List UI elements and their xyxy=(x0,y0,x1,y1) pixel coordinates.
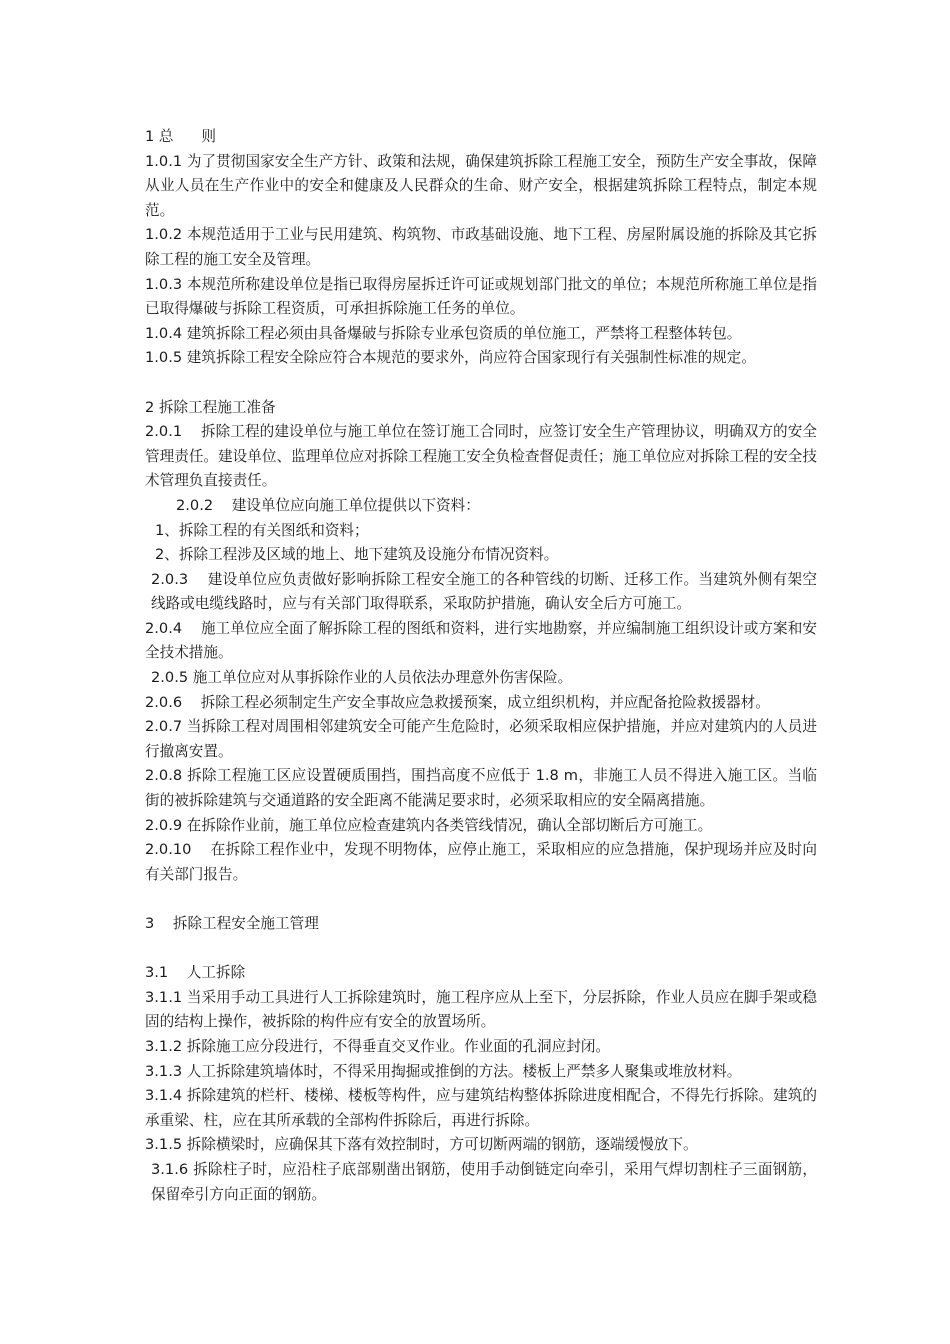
clause-number: 3.1.2 xyxy=(145,1037,183,1055)
clause-text: 当拆除工程对周围相邻建筑安全可能产生危险时，必须采取相应保护措施，并应对建筑内的人员进行撤离安置。 xyxy=(145,718,817,760)
clause-number: 3.1.5 xyxy=(145,1136,183,1154)
clause-text: 拆除横梁时，应确保其下落有效控制时，方可切断两端的钢筋，逐端缓慢放下。 xyxy=(186,1136,698,1154)
paragraph xyxy=(145,1060,817,1085)
paragraph xyxy=(145,1158,817,1207)
clause-text: 施工单位应对从事拆除作业的人员依法办理意外伤害保险。 xyxy=(192,669,573,687)
paragraph xyxy=(145,691,817,716)
paragraph xyxy=(145,150,817,224)
paragraph xyxy=(145,764,817,813)
paragraph xyxy=(145,273,817,322)
clause-text: 建设单位应向施工单位提供以下资料： xyxy=(231,496,480,514)
clause-number: 3.1 xyxy=(145,964,169,982)
paragraph xyxy=(145,568,817,617)
clause-number: 1.0.2 xyxy=(145,226,183,244)
paragraph xyxy=(145,1084,817,1133)
clause-text: 拆除工程施工区应设置硬质围挡，围挡高度不应低于 1.8 m，非施工人员不得进入施工区。当临街的被拆除建筑与交通道路的安全距离不能满足要求时，必须采取相应的安全隔离措施。 xyxy=(145,767,817,810)
paragraph xyxy=(145,1035,817,1060)
clause-text: 建筑拆除工程安全除应符合本规范的要求外，尚应符合国家现行有关强制性标准的规定。 xyxy=(186,349,756,367)
paragraph xyxy=(145,1133,817,1158)
paragraph xyxy=(145,666,817,691)
clause-text: 在拆除工程作业中，发现不明物体，应停止施工，采取相应的应急措施，保护现场并应及时向有关部门报告。 xyxy=(145,841,817,883)
clause-number: 2 xyxy=(145,398,155,416)
clause-number: 2.0.10 xyxy=(145,841,192,859)
paragraph xyxy=(145,617,817,666)
paragraph xyxy=(145,715,817,764)
clause-number: 2.0.9 xyxy=(145,816,183,834)
document-page xyxy=(145,125,817,1207)
clause-number: 1、 xyxy=(155,521,179,539)
paragraph xyxy=(145,961,817,986)
clause-text: 在拆除作业前，施工单位应检查建筑内各类管线情况，确认全部切断后方可施工。 xyxy=(186,816,713,834)
clause-number: 3.1.3 xyxy=(145,1062,183,1080)
blank-line xyxy=(145,937,817,962)
clause-number: 2.0.5 xyxy=(151,669,189,687)
paragraph xyxy=(145,814,817,839)
clause-number: 1 总 xyxy=(145,128,174,145)
clause-number: 2.0.2 xyxy=(176,496,214,514)
paragraph xyxy=(145,986,817,1035)
clause-text: 拆除建筑的栏杆、楼梯、楼板等构件，应与建筑结构整体拆除进度相配合，不得先行拆除。建筑的承重梁、柱，应在其所承载的全部构件拆除后，再进行拆除。 xyxy=(145,1087,817,1129)
paragraph xyxy=(145,912,817,937)
clause-number: 3 xyxy=(145,915,155,932)
clause-text: 拆除工程涉及区域的地上、地下建筑及设施分布情况资料。 xyxy=(178,546,559,564)
paragraph xyxy=(145,494,817,519)
clause-number: 2.0.8 xyxy=(145,767,183,785)
clause-number: 2.0.7 xyxy=(145,718,183,736)
paragraph xyxy=(145,322,817,347)
clause-text: 拆除工程安全施工管理 xyxy=(172,915,319,932)
clause-number: 1.0.1 xyxy=(145,152,183,170)
paragraph xyxy=(145,125,817,150)
clause-number: 3.1.6 xyxy=(151,1160,189,1178)
clause-text: 拆除工程施工准备 xyxy=(158,398,276,416)
paragraph xyxy=(145,420,817,494)
paragraph xyxy=(145,396,817,421)
clause-text: 为了贯彻国家安全生产方针、政策和法规，确保建筑拆除工程施工安全，预防生产安全事故，保障从业人员在生产作业中的安全和健康及人民群众的生命、财产安全，根据建筑拆除工程特点，制定本规范。 xyxy=(145,152,817,219)
paragraph xyxy=(145,519,817,544)
paragraph xyxy=(145,223,817,272)
clause-number: 1.0.3 xyxy=(145,275,183,293)
blank-line xyxy=(145,887,817,912)
clause-number: 1.0.4 xyxy=(145,324,183,342)
clause-text: 建设单位应负责做好影响拆除工程安全施工的各种管线的切断、迁移工作。当建筑外侧有架空线路或电缆线路时，应与有关部门取得联系，采取防护措施，确认安全后方可施工。 xyxy=(151,570,817,613)
clause-text: 则 xyxy=(201,128,216,145)
paragraph xyxy=(145,838,817,887)
clause-text: 本规范适用于工业与民用建筑、构筑物、市政基础设施、地下工程、房屋附属设施的拆除及其它拆除工程的施工安全及管理。 xyxy=(145,226,817,268)
clause-number: 1.0.5 xyxy=(145,349,183,367)
clause-text: 本规范所称建设单位是指已取得房屋拆迁许可证或规划部门批文的单位；本规范所称施工单位是指已取得爆破与拆除工程资质，可承担拆除施工任务的单位。 xyxy=(145,275,817,318)
clause-text: 施工单位应全面了解拆除工程的图纸和资料，进行实地勘察，并应编制施工组织设计或方案和安全技术措施。 xyxy=(145,619,817,662)
clause-text: 拆除施工应分段进行，不得垂直交叉作业。作业面的孔洞应封闭。 xyxy=(186,1037,611,1055)
clause-number: 2.0.1 xyxy=(145,423,183,441)
clause-text: 人工拆除 xyxy=(186,964,246,982)
clause-text: 拆除工程的有关图纸和资料； xyxy=(178,521,369,539)
clause-text: 建筑拆除工程必须由具备爆破与拆除专业承包资质的单位施工，严禁将工程整体转包。 xyxy=(186,324,742,342)
blank-line xyxy=(145,371,817,396)
clause-number: 2.0.3 xyxy=(151,570,189,588)
clause-number: 3.1.1 xyxy=(145,988,183,1006)
clause-number: 2.0.6 xyxy=(145,693,183,711)
paragraph xyxy=(145,346,817,371)
clause-number: 2、 xyxy=(155,546,179,564)
clause-text: 拆除工程必须制定生产安全事故应急救援预案，成立组织机构，并应配备抢险救援器材。 xyxy=(200,693,770,711)
clause-text: 拆除工程的建设单位与施工单位在签订施工合同时，应签订安全生产管理协议，明确双方的安全管理责任。建设单位、监理单位应对拆除工程施工安全负检查督促责任；施工单位应对拆除工程的安全技术管理负直接责任。 xyxy=(145,423,817,490)
clause-text: 人工拆除建筑墙体时，不得采用掏掘或推倒的方法。楼板上严禁多人聚集或堆放材料。 xyxy=(186,1062,742,1080)
clause-number: 2.0.4 xyxy=(145,619,183,637)
clause-text: 拆除柱子时，应沿柱子底部剔凿出钢筋，使用手动倒链定向牵引，采用气焊切割柱子三面钢筋，保留牵引方向正面的钢筋。 xyxy=(151,1160,818,1203)
clause-number: 3.1.4 xyxy=(145,1087,183,1105)
paragraph xyxy=(145,543,817,568)
clause-text: 当采用手动工具进行人工拆除建筑时，施工程序应从上至下，分层拆除，作业人员应在脚手架或稳固的结构上操作，被拆除的构件应有安全的放置场所。 xyxy=(145,988,817,1031)
